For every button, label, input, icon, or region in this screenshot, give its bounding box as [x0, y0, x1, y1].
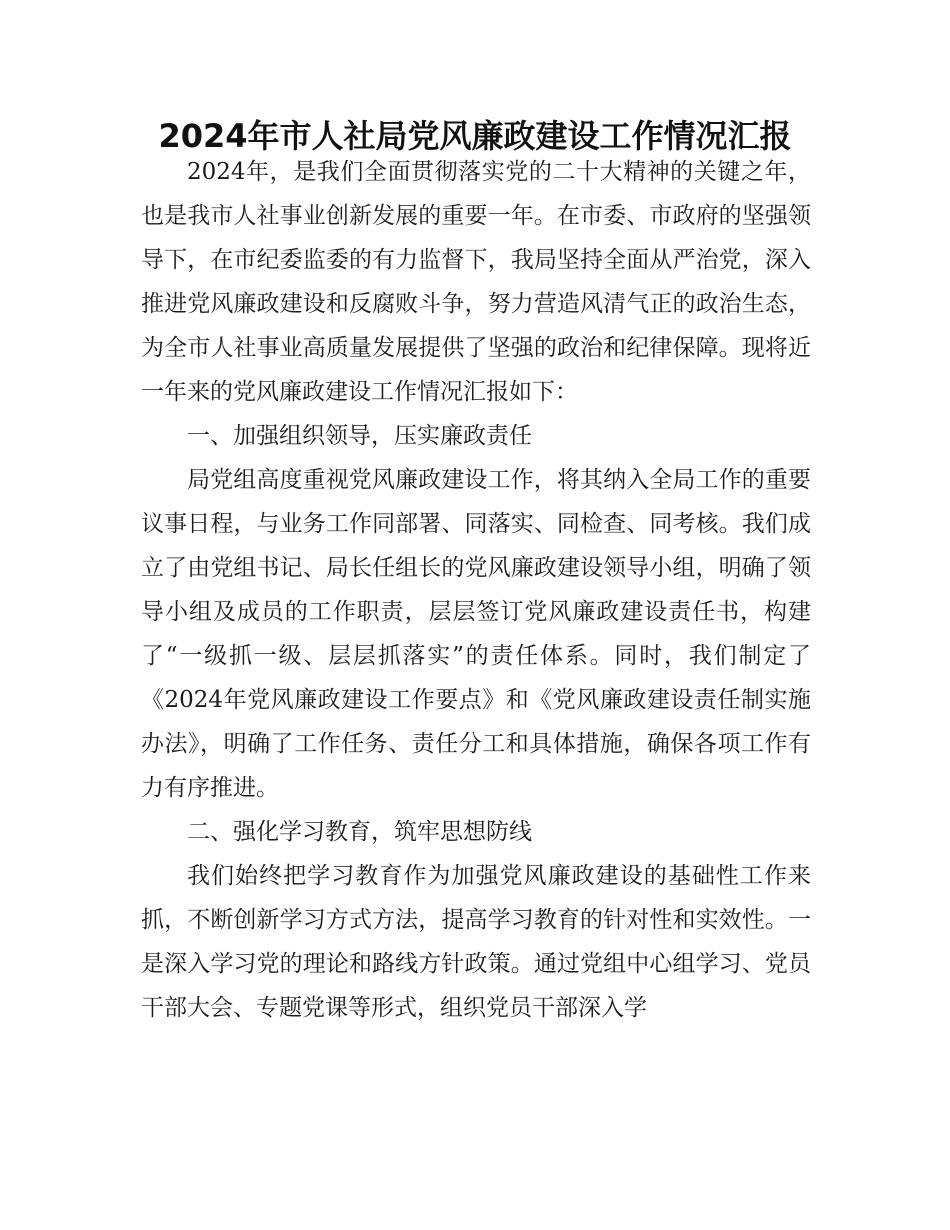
document-body	[141, 150, 811, 1030]
section-heading-1: 一、加强组织领导，压实廉政责任	[187, 423, 532, 449]
section-2-paragraph: 我们始终把学习教育作为加强党风廉政建设的基础性工作来抓，不断创新学习方式方法，提高学习教育的针对性和实效性。一是深入学习党的理论和路线方针政策。通过党组中心组学习、党员干部大会、专题党课等形式，组织党员干部深入学	[141, 863, 811, 1021]
intro-paragraph: 2024年，是我们全面贯彻落实党的二十大精神的关键之年，也是我市人社事业创新发展的重要一年。在市委、市政府的坚强领导下，在市纪委监委的有力监督下，我局坚持全面从严治党，深入推进党风廉政建设和反腐败斗争，努力营造风清气正的政治生态，为全市人社事业高质量发展提供了坚强的政治和纪律保障。现将近一年来的党风廉政建设工作情况汇报如下：	[141, 159, 811, 405]
section-1-paragraph: 局党组高度重视党风廉政建设工作，将其纳入全局工作的重要议事日程，与业务工作同部署、同落实、同检查、同考核。我们成立了由党组书记、局长任组长的党风廉政建设领导小组，明确了领导小组及成员的工作职责，层层签订党风廉政建设责任书，构建了“一级抓一级、层层抓落实”的责任体系。同时，我们制定了《2024年党风廉政建设工作要点》和《党风廉政建设责任制实施办法》，明确了工作任务、责任分工和具体措施，确保各项工作有力有序推进。	[141, 467, 811, 801]
section-heading-2: 二、强化学习教育，筑牢思想防线	[187, 819, 532, 845]
document-title: 2024年市人社局党风廉政建设工作情况汇报	[158, 117, 792, 155]
